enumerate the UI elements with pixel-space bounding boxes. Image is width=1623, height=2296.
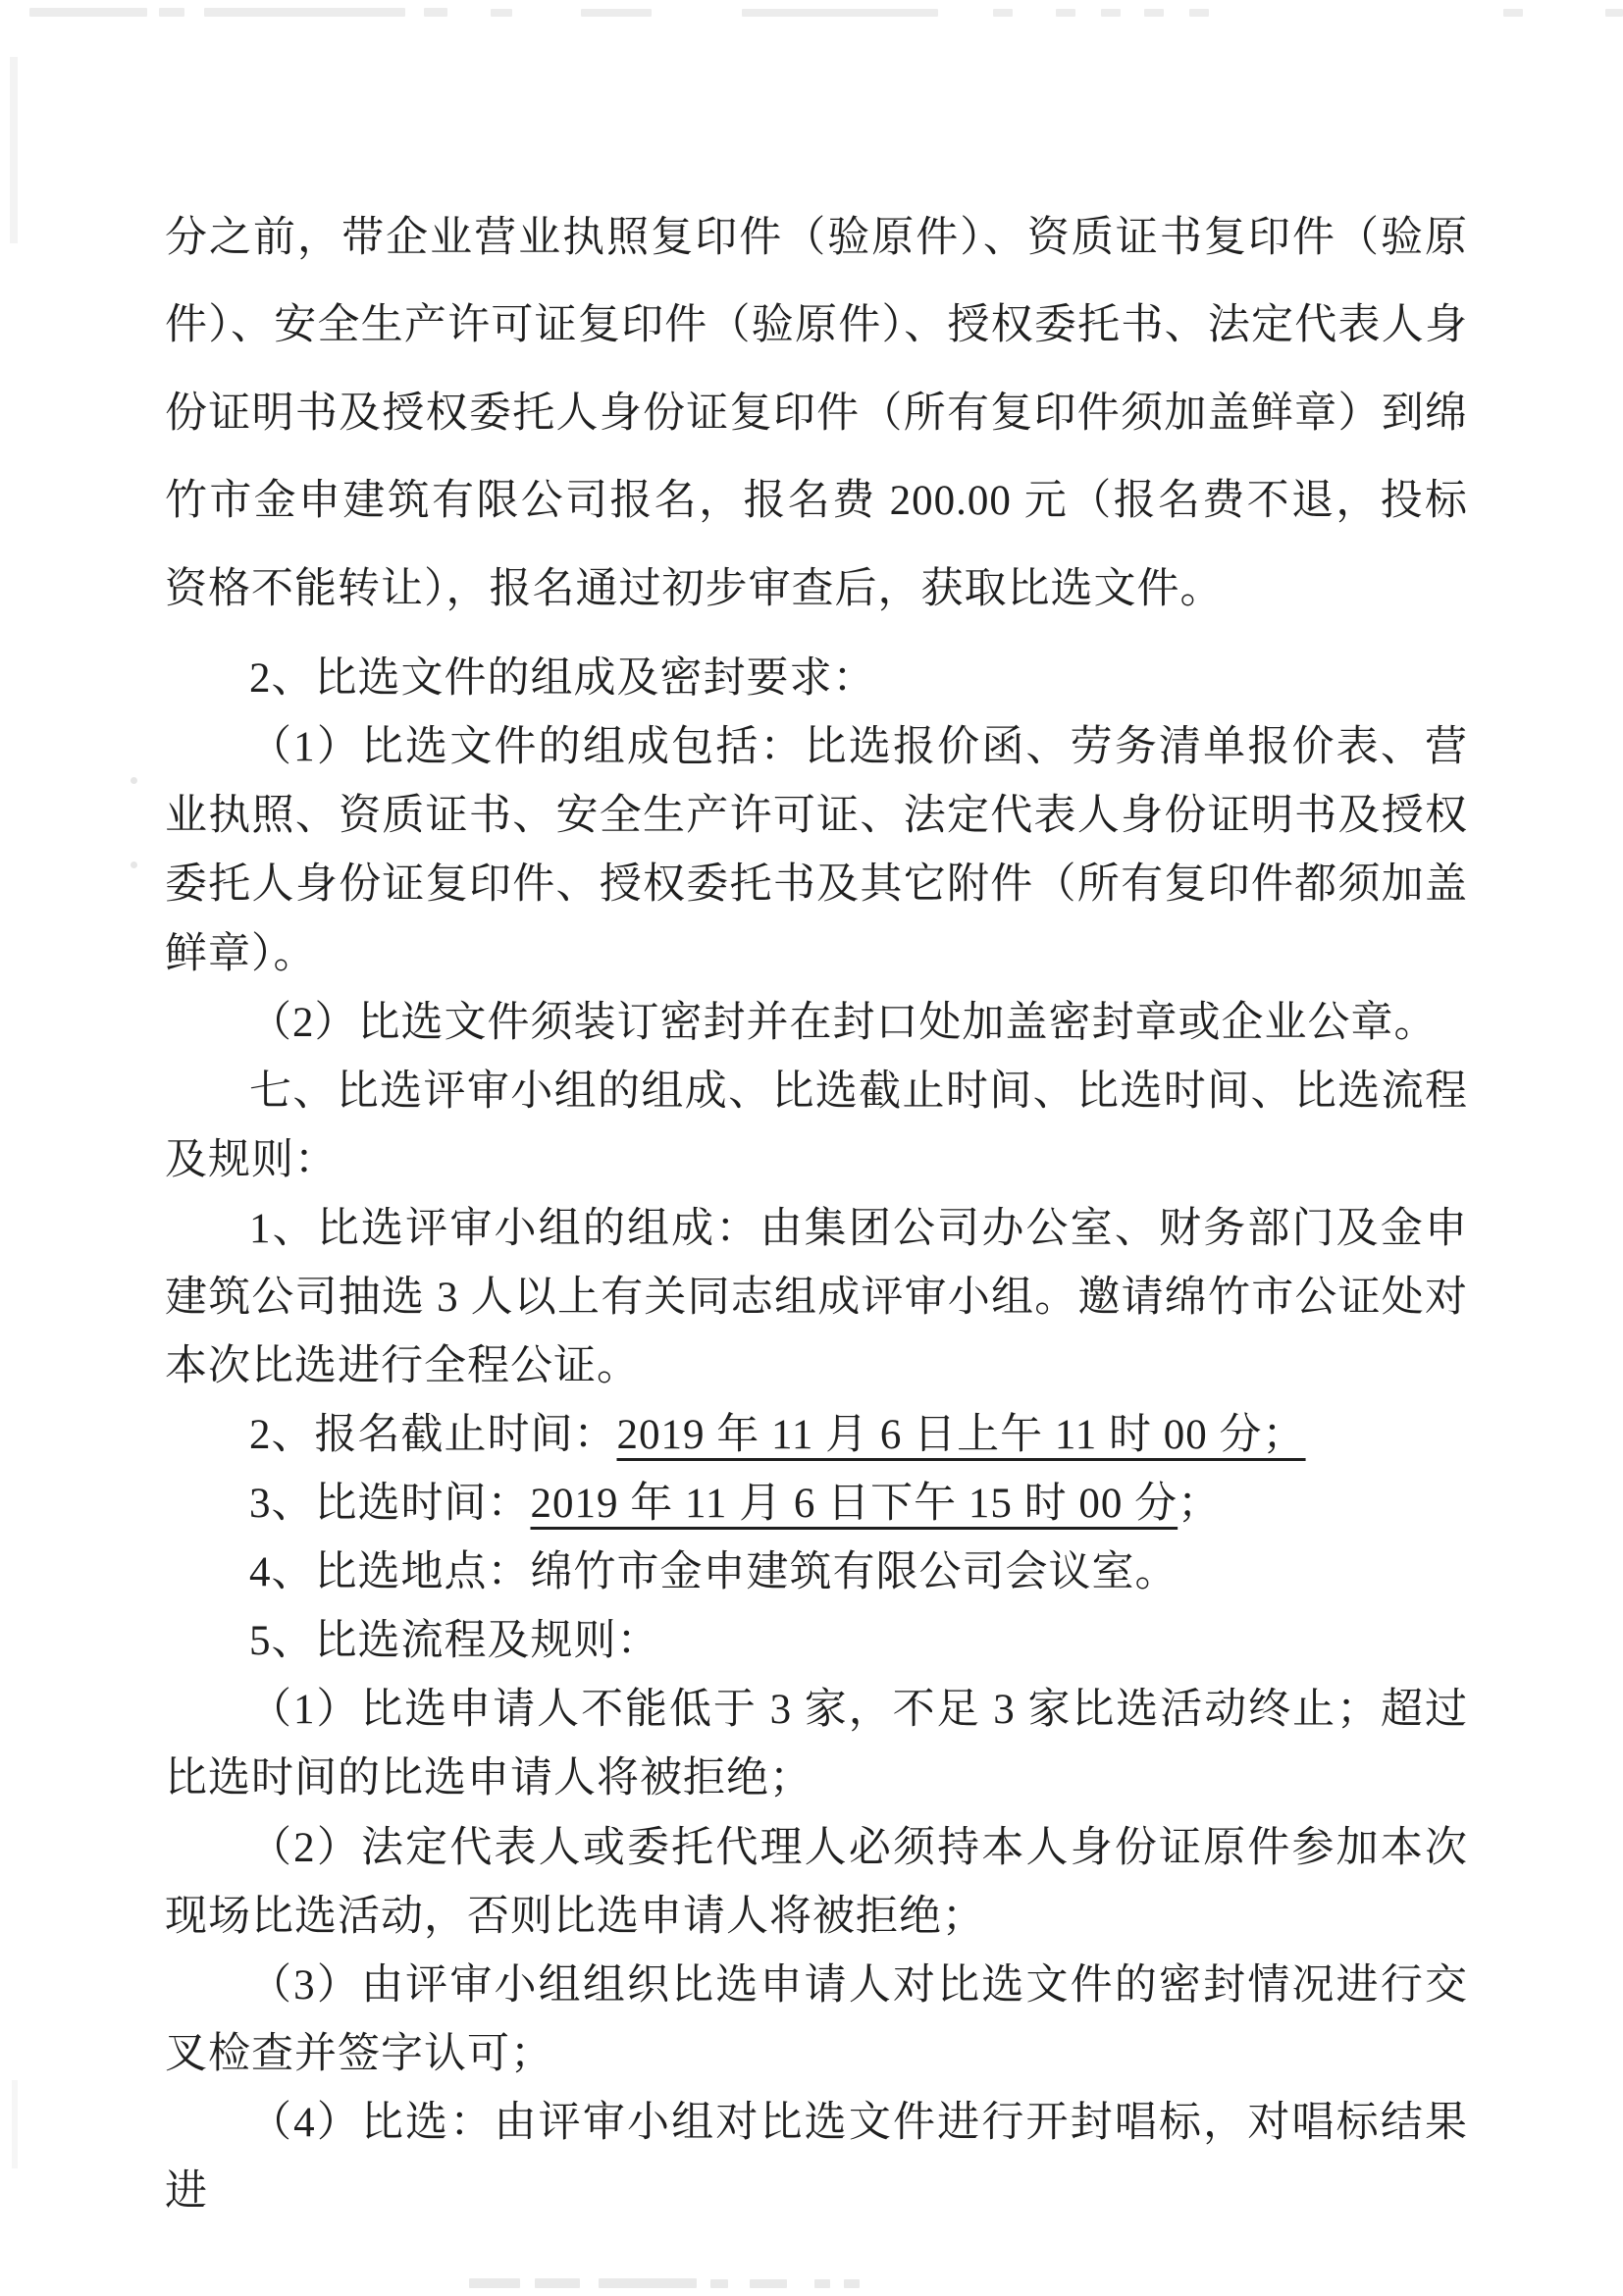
- scan-artifact: [1189, 9, 1209, 17]
- paragraph-rule-3: （3）由评审小组组织比选申请人对比选文件的密封情况进行交叉检查并签字认可；: [165, 1961, 1468, 2077]
- deadline-datetime: 2019 年 11 月 6 日上午 11 时 00 分；: [616, 1412, 1306, 1459]
- scan-artifact: [131, 777, 137, 784]
- paragraph-item-1-panel: 1、比选评审小组的组成：由集团公司办公室、财务部门及金申建筑公司抽选 3 人以上有关同志组成评审小组。邀请绵竹市公证处对本次比选进行全程公证。: [165, 1205, 1468, 1389]
- scan-artifact: [29, 8, 147, 17]
- scan-artifact: [1144, 9, 1164, 17]
- scan-artifact: [750, 2279, 787, 2288]
- paragraph-rule-1: （1）比选申请人不能低于 3 家，不足 3 家比选活动终止；超过比选时间的比选申请人将被拒绝；: [165, 1687, 1468, 1802]
- document-body: [165, 194, 1468, 2226]
- scan-artifact: [1056, 9, 1075, 17]
- scan-artifact: [1605, 9, 1623, 17]
- scan-artifact: [131, 861, 137, 868]
- scan-artifact: [1101, 9, 1121, 17]
- paragraph-sub-1-composition: （1）比选文件的组成包括：比选报价函、劳务清单报价表、营业执照、资质证书、安全生产许可证、法定代表人身份证明书及授权委托人身份证复印件、授权委托书及其它附件（所有复印件都须加盖鲜章）。: [165, 724, 1468, 977]
- deadline-label: 2、报名截止时间：: [249, 1412, 617, 1459]
- paragraph-rule-4: （4）比选：由评审小组对比选文件进行开封唱标，对唱标结果进: [165, 2099, 1468, 2215]
- paragraph-item-3-time: [165, 1470, 1468, 1539]
- paragraph-item-4-location: 4、比选地点：绵竹市金申建筑有限公司会议室。: [249, 1549, 1178, 1596]
- paragraph-rule-2: （2）法定代表人或委托代理人必须持本人身份证原件参加本次现场比选活动，否则比选申请人将被拒绝；: [165, 1824, 1468, 1940]
- paragraph-item-2-sealing: 2、比选文件的组成及密封要求：: [249, 655, 876, 703]
- scan-artifact: [535, 2278, 580, 2288]
- paragraph-item-5-rules: 5、比选流程及规则：: [249, 1618, 660, 1665]
- scan-artifact: [581, 9, 652, 17]
- paragraph-continuation: 分之前，带企业营业执照复印件（验原件）、资质证书复印件（验原件）、安全生产许可证复印件（验原件）、授权委托书、法定代表人身份证明书及授权委托人身份证复印件（所有复印件须加盖鲜章）到绵竹市金申建筑有限公司报名，报名费 200.00 元（报名费不退，投标资格不能转让），报名通过初步审查后，获取比选文件。: [165, 215, 1468, 612]
- section-heading-7: 七、比选评审小组的组成、比选截止时间、比选时间、比选流程及规则：: [165, 1068, 1468, 1183]
- paragraph-sub-2-sealing: （2）比选文件须装订密封并在封口处加盖密封章或企业公章。: [249, 999, 1438, 1046]
- scan-artifact: [10, 57, 18, 243]
- scan-artifact: [491, 9, 512, 17]
- scan-artifact: [710, 2279, 728, 2288]
- scan-artifact: [424, 8, 447, 17]
- scan-artifact: [204, 8, 405, 17]
- scan-artifact: [742, 9, 938, 17]
- scan-artifact: [469, 2278, 520, 2288]
- scan-artifact: [1503, 9, 1523, 17]
- selection-time-tail: ；: [1178, 1481, 1222, 1528]
- paragraph-item-2-deadline: [165, 1401, 1468, 1470]
- scan-artifact: [159, 8, 184, 17]
- scan-artifact: [599, 2278, 697, 2288]
- scan-artifact: [814, 2279, 830, 2288]
- selection-time-label: 3、比选时间：: [249, 1481, 531, 1528]
- scan-artifact: [12, 2080, 18, 2168]
- selection-time-datetime: 2019 年 11 月 6 日下午 15 时 00 分: [530, 1481, 1178, 1528]
- scan-artifact: [993, 9, 1013, 17]
- scan-artifact: [844, 2279, 860, 2288]
